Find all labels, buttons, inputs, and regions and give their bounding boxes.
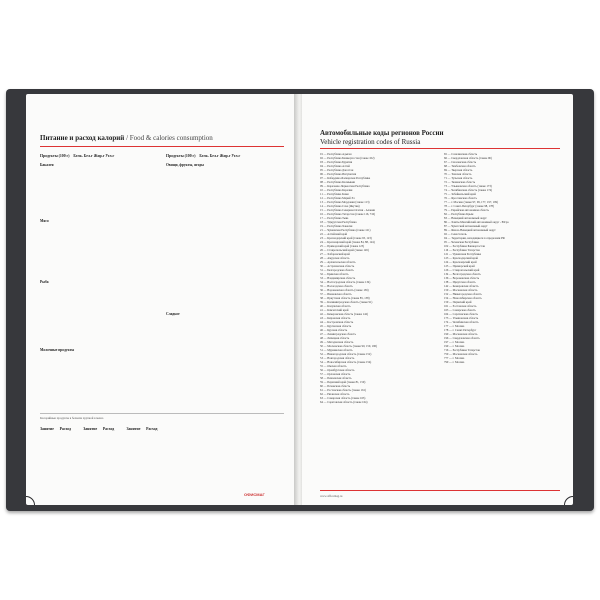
region-code-item: 74 — Челябинская область (также 174) xyxy=(444,188,493,192)
region-code-item: 27 — Хабаровский край xyxy=(320,252,350,256)
region-code-item: 72 — Тюменская область xyxy=(444,180,476,184)
region-code-item: 62 — Рязанская область xyxy=(320,392,350,396)
region-code-item: 30 — Астраханская область xyxy=(320,264,355,268)
right-title-ru: Автомобильные коды регионов России xyxy=(320,129,444,137)
region-code-item: 50 — Московская область (также 90, 150, 190) xyxy=(320,344,378,348)
region-code-item: 09 — Карачаево-Черкесская Республика xyxy=(320,184,370,188)
region-code-item: 22 — Алтайский край xyxy=(320,232,348,236)
region-code-item: 63 — Самарская область (также 163) xyxy=(320,396,366,400)
region-code-item: 750 — Московская область xyxy=(444,352,478,356)
region-code-item: 116 — Республика Татарстан xyxy=(444,248,480,252)
region-code-item: 29 — Архангельская область xyxy=(320,260,356,264)
region-code-item: 03 — Республика Бурятия xyxy=(320,160,353,164)
region-code-item: 54 — Новосибирская область (также 154) xyxy=(320,360,372,364)
region-code-item: 14 — Республика Саха (Якутия) xyxy=(320,204,360,208)
region-code-item: 53 — Новгородская область xyxy=(320,356,355,360)
region-code-item: 66 — Свердловская область (также 96) xyxy=(444,156,492,160)
region-code-item: 08 — Республика Калмыкия xyxy=(320,180,355,184)
notebook-cover xyxy=(6,89,594,511)
region-code-item: 25 — Приморский край (также 125) xyxy=(320,244,365,248)
region-code-item: 89 — Ямало-Ненецкий автономный округ xyxy=(444,228,496,232)
region-code-item: 49 — Магаданская область xyxy=(320,340,354,344)
region-code-item: 190 — Московская область xyxy=(444,332,478,336)
region-code-item: 161 — Ростовская область xyxy=(444,304,477,308)
region-code-item: 58 — Пензенская область xyxy=(320,376,352,380)
region-code-item: 40 — Калужская область xyxy=(320,304,351,308)
region-code-item: 17 — Республика Тыва xyxy=(320,216,349,220)
region-code-item: 64 — Саратовская область (также 164) xyxy=(320,400,368,404)
region-code-item: 177 — г. Москва xyxy=(444,324,465,328)
region-code-item: 138 — Иркутская область xyxy=(444,280,476,284)
region-code-item: 38 — Иркутская область (также 85, 138) xyxy=(320,296,370,300)
region-code-item: 23 — Краснодарский край (также 93, 123) xyxy=(320,236,372,240)
region-code-item: 12 — Республика Марий Эл xyxy=(320,196,355,200)
left-note: Калорийные продукты в белкахи хрупкой в меню xyxy=(40,416,104,420)
right-red-rule xyxy=(320,148,560,149)
region-code-item: 799 — г. Москва xyxy=(444,360,465,364)
region-code-item: 75 — Забайкальский край xyxy=(444,192,476,196)
section-veg: Овощи, фрукты, ягоды xyxy=(166,163,204,167)
region-code-item: 35 — Вологодская область xyxy=(320,284,353,288)
region-code-item: 15 — Республика Северная Осетия - Алания xyxy=(320,208,375,212)
right-page xyxy=(302,94,573,505)
region-code-item: 94 — Территории, находящиеся за пределами РФ xyxy=(444,236,505,240)
region-code-item: 163 — Самарская область xyxy=(444,308,476,312)
region-code-item: 79 — Еврейская автономная область xyxy=(444,208,489,212)
region-code-item: 16 — Республика Татарстан (также 116, 716) xyxy=(320,212,376,216)
region-code-item: 154 — Новосибирская область xyxy=(444,296,482,300)
region-code-item: 43 — Кировская область xyxy=(320,316,351,320)
region-code-item: 199 — г. Москва xyxy=(444,344,465,348)
left-corner-band xyxy=(26,496,35,505)
region-code-item: 44 — Костромская область xyxy=(320,320,354,324)
region-code-item: 86 — Ханты-Мансийский автономный округ - Югра xyxy=(444,220,509,224)
region-code-item: 76 — Ярославская область xyxy=(444,196,477,200)
region-code-item: 19 — Республика Хакасия xyxy=(320,224,353,228)
section-fish: Рыба xyxy=(40,280,49,284)
region-code-item: 48 — Липецкая область xyxy=(320,336,350,340)
region-code-item: 67 — Смоленская область xyxy=(444,160,477,164)
right-corner-band xyxy=(564,496,573,505)
region-code-item: 121 — Чувашская Республика xyxy=(444,252,482,256)
region-code-item: 10 — Республика Карелия xyxy=(320,188,353,192)
region-code-item: 69 — Тверская область xyxy=(444,168,473,172)
region-code-item: 41 — Камчатский край xyxy=(320,308,349,312)
region-code-item: 01 — Республика Адыгея xyxy=(320,152,352,156)
region-code-item: 61 — Ростовская область (также 161) xyxy=(320,388,366,392)
left-page xyxy=(26,94,297,505)
left-red-rule xyxy=(40,146,284,147)
activity-header: Занятие Расход Занятие Расход Занятие Расход xyxy=(40,427,158,431)
region-code-item: 102 — Республика Башкортостан xyxy=(444,244,486,248)
region-code-item: 77 — г. Москва (также 97, 99, 177, 197, 199) xyxy=(444,200,499,204)
brand-logo: ОФИСМАГ xyxy=(244,492,265,497)
region-code-item: 36 — Воронежская область (также 136) xyxy=(320,288,369,292)
region-code-item: 04 — Республика Алтай xyxy=(320,164,350,168)
region-code-item: 150 — Московская область xyxy=(444,288,478,292)
region-code-item: 33 — Владимирская область xyxy=(320,276,356,280)
region-code-item: 51 — Мурманская область xyxy=(320,348,353,352)
region-code-item: 71 — Тульская область xyxy=(444,176,473,180)
region-code-item: 28 — Амурская область xyxy=(320,256,350,260)
region-code-item: 142 — Кемеровская область xyxy=(444,284,479,288)
region-code-item: 70 — Томская область xyxy=(444,172,472,176)
region-code-item: 02 — Республика Башкортостан (также 102) xyxy=(320,156,375,160)
region-code-item: 42 — Кемеровская область (также 142) xyxy=(320,312,369,316)
region-code-item: 57 — Орловская область xyxy=(320,372,351,376)
region-code-item: 178 — г. Санкт-Петербург xyxy=(444,328,477,332)
region-code-item: 173 — Ульяновская область xyxy=(444,316,479,320)
region-code-item: 24 — Красноярский край (также 84, 88, 124) xyxy=(320,240,375,244)
right-bottom-rule xyxy=(320,490,560,491)
region-code-item: 06 — Республика Ингушетия xyxy=(320,172,357,176)
region-code-item: 18 — Удмуртская Республика xyxy=(320,220,357,224)
region-code-item: 87 — Чукотский автономный округ xyxy=(444,224,488,228)
region-code-item: 777 — г. Москва xyxy=(444,356,465,360)
region-code-item: 134 — Волгоградская область xyxy=(444,272,481,276)
left-title-ru: Питание и расход калорий xyxy=(40,134,125,142)
region-code-item: 37 — Ивановская область xyxy=(320,292,352,296)
right-footer: www.officemag.ru xyxy=(320,494,343,498)
region-code-item: 126 — Ставропольский край xyxy=(444,268,480,272)
region-codes-column-1 xyxy=(320,152,377,404)
section-meat: Мясо xyxy=(40,219,49,223)
left-title-en: / Food & calories consumption xyxy=(126,134,213,142)
region-code-item: 78 — г. Санкт-Петербург (также 98, 178) xyxy=(444,204,494,208)
section-sweet: Сладкое xyxy=(166,312,180,316)
left-page-title xyxy=(40,134,213,142)
section-bakaleya: Бакалея xyxy=(40,163,54,167)
region-code-item: 55 — Омская область xyxy=(320,364,347,368)
region-code-item: 123 — Краснодарский край xyxy=(444,256,478,260)
region-code-item: 39 — Калининградская область (также 91) xyxy=(320,300,373,304)
region-code-item: 07 — Кабардино-Балкарская Республика xyxy=(320,176,371,180)
region-code-item: 34 — Волгоградская область (также 134) xyxy=(320,280,371,284)
region-code-item: 82 — Республика Крым xyxy=(444,212,474,216)
region-code-item: 92 — Севастополь xyxy=(444,232,467,236)
region-code-item: 60 — Псковская область xyxy=(320,384,351,388)
right-title-en: Vehicle registration codes of Russia xyxy=(320,138,421,146)
region-codes-column-2 xyxy=(444,152,509,364)
region-code-item: 174 — Челябинская область xyxy=(444,320,479,324)
region-code-item: 197 — г. Москва xyxy=(444,340,465,344)
region-code-item: 05 — Республика Дагестан xyxy=(320,168,354,172)
section-dairy: Молочные продукты xyxy=(40,348,75,352)
region-code-item: 164 — Саратовская область xyxy=(444,312,478,316)
region-code-item: 46 — Курская область xyxy=(320,328,348,332)
region-code-item: 124 — Красноярский край xyxy=(444,260,477,264)
region-code-item: 21 — Чувашская Республика (также 121) xyxy=(320,228,371,232)
region-code-item: 59 — Пермский край (также 81, 159) xyxy=(320,380,366,384)
region-code-item: 52 — Нижегородская область (также 152) xyxy=(320,352,372,356)
region-code-item: 65 — Сахалинская область xyxy=(444,152,478,156)
region-code-item: 716 — Республика Татарстан xyxy=(444,348,480,352)
region-code-item: 26 — Ставропольский край (также 126) xyxy=(320,248,369,252)
region-code-item: 95 — Чеченская Республика xyxy=(444,240,479,244)
left-mid-rule xyxy=(40,413,284,414)
region-code-item: 196 — Свердловская область xyxy=(444,336,480,340)
region-code-item: 11 — Республика Коми xyxy=(320,192,349,196)
region-code-item: 152 — Нижегородская область xyxy=(444,292,482,296)
region-code-item: 32 — Брянская область xyxy=(320,272,349,276)
region-code-item: 125 — Приморский край xyxy=(444,264,475,268)
table1-header: Продукты (100 г) Белк. Бел.г Жир.г Угл.г xyxy=(40,154,115,158)
region-code-item: 31 — Белгородская область xyxy=(320,268,354,272)
region-code-item: 83 — Ненецкий автономный округ xyxy=(444,216,487,220)
region-code-item: 159 — Пермский край xyxy=(444,300,472,304)
region-code-item: 136 — Воронежская область xyxy=(444,276,480,280)
region-code-item: 73 — Ульяновская область (также 173) xyxy=(444,184,492,188)
region-code-item: 45 — Курганская область xyxy=(320,324,352,328)
region-code-item: 47 — Ленинградская область xyxy=(320,332,356,336)
table2-header: Продукты (100 г) Белк. Бел.г Жир.г Угл.г xyxy=(166,154,241,158)
region-code-item: 13 — Республика Мордовия (также 113) xyxy=(320,200,370,204)
region-code-item: 56 — Оренбургская область xyxy=(320,368,355,372)
region-code-item: 68 — Тамбовская область xyxy=(444,164,476,168)
